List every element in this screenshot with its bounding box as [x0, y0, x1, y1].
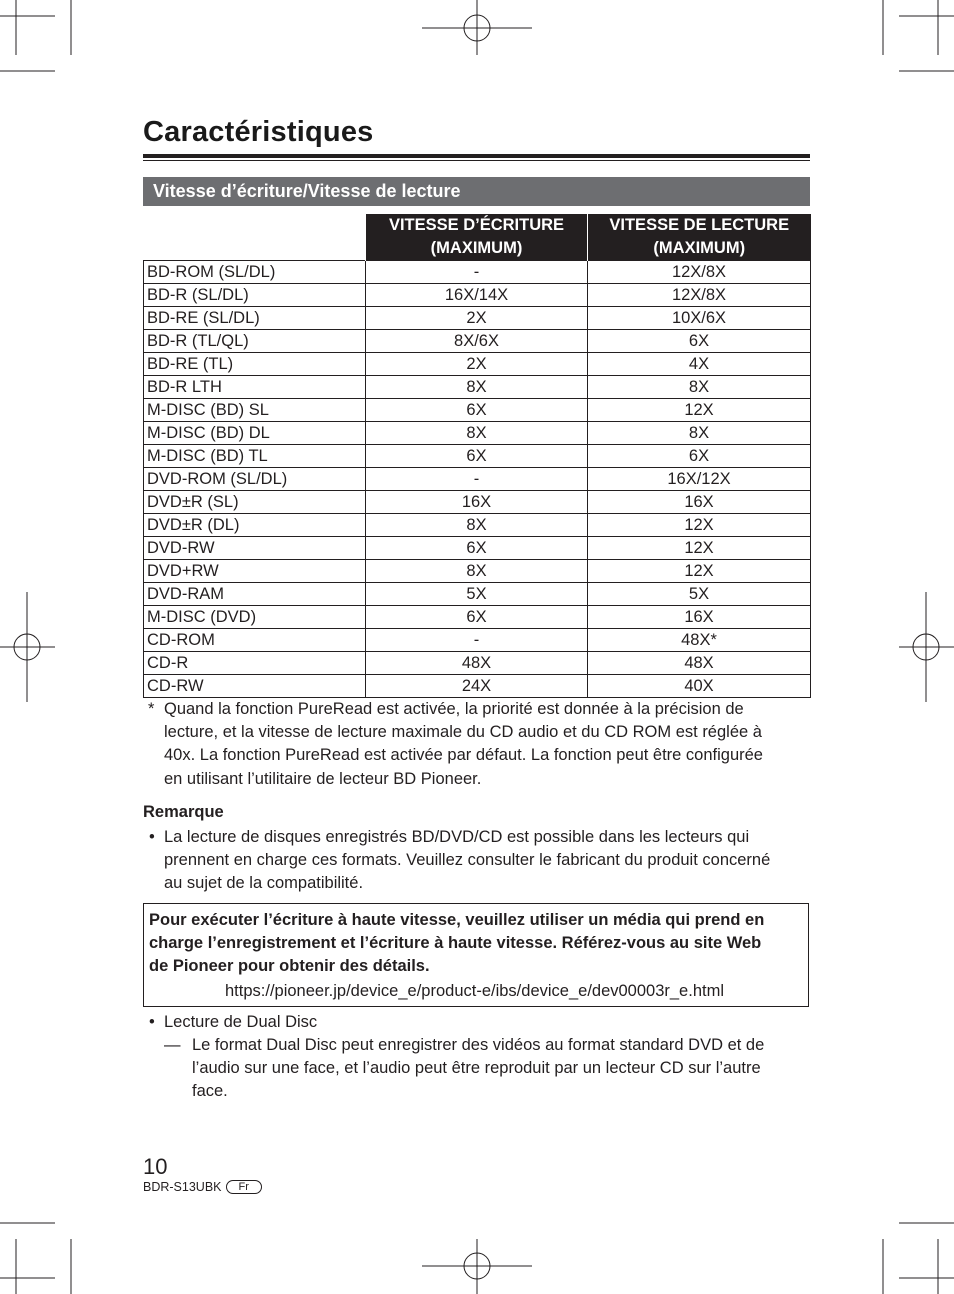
media-cell: DVD-RAM: [144, 583, 366, 606]
table-row: [144, 491, 811, 514]
notice-line: de Pioneer pour obtenir des détails.: [149, 957, 430, 976]
pioneer-url-link[interactable]: https://pioneer.jp/device_e/product-e/ibs/device_e/dev00003r_e.html: [225, 981, 724, 1000]
remark-line: prennent en charge ces formats. Veuillez consulter le fabricant du produit concerné: [164, 851, 771, 870]
media-cell: CD-R: [144, 652, 366, 675]
read-speed-cell: 5X: [588, 583, 811, 606]
page-title: Caractéristiques: [143, 116, 374, 148]
table-row: [144, 445, 811, 468]
table-row: [144, 560, 811, 583]
dual-disc-description: [164, 1034, 804, 1104]
dual-disc-line: l’audio sur une face, et l’audio peut être reproduit par un lecteur CD sur l’autre: [192, 1059, 761, 1078]
media-cell: BD-R (SL/DL): [144, 284, 366, 307]
footnote-line: lecture, et la vitesse de lecture maximale du CD audio et du CD ROM est réglée à: [164, 723, 762, 742]
table-row: [144, 330, 811, 353]
notice-line: charge l’enregistrement et l’écriture à haute vitesse. Référez-vous au site Web: [149, 934, 762, 953]
title-rule: [143, 154, 810, 158]
table-row: [144, 376, 811, 399]
header-write-line2: (MAXIMUM): [430, 239, 523, 257]
write-speed-cell: -: [366, 629, 588, 652]
table-row: [144, 468, 811, 491]
read-speed-cell: 12X: [588, 514, 811, 537]
write-speed-cell: 6X: [366, 537, 588, 560]
read-speed-cell: 16X: [588, 491, 811, 514]
write-speed-cell: 8X: [366, 514, 588, 537]
media-cell: BD-RE (TL): [144, 353, 366, 376]
dual-disc-line: face.: [192, 1082, 228, 1101]
read-speed-cell: 48X*: [588, 629, 811, 652]
dash-marker: —: [164, 1036, 181, 1054]
media-cell: BD-R LTH: [144, 376, 366, 399]
media-cell: DVD-RW: [144, 537, 366, 560]
media-cell: M-DISC (BD) SL: [144, 399, 366, 422]
read-speed-cell: 12X: [588, 537, 811, 560]
table-row: [144, 399, 811, 422]
read-speed-cell: 8X: [588, 422, 811, 445]
media-cell: DVD±R (DL): [144, 514, 366, 537]
table-header-row: [144, 214, 811, 261]
write-speed-cell: 8X: [366, 560, 588, 583]
remark-title: Remarque: [143, 803, 224, 821]
model-footer: [143, 1180, 262, 1194]
write-speed-cell: 6X: [366, 399, 588, 422]
read-speed-cell: 4X: [588, 353, 811, 376]
language-badge: Fr: [226, 1180, 262, 1194]
read-speed-cell: 6X: [588, 445, 811, 468]
media-cell: DVD-ROM (SL/DL): [144, 468, 366, 491]
write-speed-cell: 16X/14X: [366, 284, 588, 307]
read-speed-cell: 12X: [588, 399, 811, 422]
remark-bullet: [143, 826, 810, 896]
media-cell: M-DISC (DVD): [144, 606, 366, 629]
header-read-speed: [588, 214, 811, 261]
write-speed-cell: -: [366, 261, 588, 284]
media-cell: BD-RE (SL/DL): [144, 307, 366, 330]
dual-disc-line: Le format Dual Disc peut enregistrer des vidéos au format standard DVD et de: [192, 1036, 765, 1054]
write-speed-cell: -: [366, 468, 588, 491]
table-row: [144, 675, 811, 698]
footnote-line: Quand la fonction PureRead est activée, la priorité est donnée à la précision de: [164, 700, 744, 718]
table-row: [144, 422, 811, 445]
media-cell: BD-ROM (SL/DL): [144, 261, 366, 284]
section-heading: Vitesse d’écriture/Vitesse de lecture: [143, 177, 810, 206]
footnote-marker: *: [148, 700, 155, 718]
write-speed-cell: 8X: [366, 422, 588, 445]
page-number: 10: [143, 1154, 168, 1179]
footnote: [143, 698, 810, 791]
table-row: [144, 537, 811, 560]
bullet-dot: •: [149, 1013, 155, 1031]
dual-disc-bullet: [143, 1011, 810, 1034]
write-speed-cell: 16X: [366, 491, 588, 514]
title-rule-thin: [143, 160, 810, 161]
table-row: [144, 652, 811, 675]
bullet-dot: •: [149, 828, 155, 846]
header-read-line2: (MAXIMUM): [653, 239, 746, 257]
write-speed-cell: 8X/6X: [366, 330, 588, 353]
notice-box: [143, 903, 809, 1007]
table-row: [144, 307, 811, 330]
media-cell: BD-R (TL/QL): [144, 330, 366, 353]
media-cell: CD-ROM: [144, 629, 366, 652]
footnote-line: 40x. La fonction PureRead est activée par défaut. La fonction peut être configurée: [164, 746, 763, 765]
table-row: [144, 606, 811, 629]
remark-line: au sujet de la compatibilité.: [164, 874, 364, 893]
table-row: [144, 353, 811, 376]
read-speed-cell: 40X: [588, 675, 811, 698]
header-empty-cell: [144, 214, 366, 261]
header-write-speed: [366, 214, 588, 261]
read-speed-cell: 12X/8X: [588, 284, 811, 307]
notice-line: Pour exécuter l’écriture à haute vitesse, veuillez utiliser un média qui prend en: [149, 911, 765, 929]
write-speed-cell: 48X: [366, 652, 588, 675]
table-row: [144, 514, 811, 537]
header-read-line1: VITESSE DE LECTURE: [609, 216, 790, 234]
read-speed-cell: 6X: [588, 330, 811, 353]
read-speed-cell: 10X/6X: [588, 307, 811, 330]
table-row: [144, 583, 811, 606]
write-speed-cell: 2X: [366, 353, 588, 376]
read-speed-cell: 8X: [588, 376, 811, 399]
media-cell: DVD±R (SL): [144, 491, 366, 514]
write-speed-cell: 5X: [366, 583, 588, 606]
write-speed-cell: 8X: [366, 376, 588, 399]
model-name: BDR-S13UBK: [143, 1180, 222, 1194]
media-cell: DVD+RW: [144, 560, 366, 583]
read-speed-cell: 12X/8X: [588, 261, 811, 284]
table-row: [144, 284, 811, 307]
write-speed-cell: 6X: [366, 445, 588, 468]
table-row: [144, 629, 811, 652]
speed-table: [143, 214, 811, 698]
media-cell: CD-RW: [144, 675, 366, 698]
write-speed-cell: 24X: [366, 675, 588, 698]
read-speed-cell: 16X/12X: [588, 468, 811, 491]
read-speed-cell: 16X: [588, 606, 811, 629]
table-body: [144, 261, 811, 698]
dual-disc-label: Lecture de Dual Disc: [164, 1013, 318, 1031]
media-cell: M-DISC (BD) TL: [144, 445, 366, 468]
write-speed-cell: 6X: [366, 606, 588, 629]
footnote-line: en utilisant l’utilitaire de lecteur BD Pioneer.: [164, 769, 482, 788]
media-cell: M-DISC (BD) DL: [144, 422, 366, 445]
table-row: [144, 261, 811, 284]
read-speed-cell: 12X: [588, 560, 811, 583]
read-speed-cell: 48X: [588, 652, 811, 675]
remark-line: La lecture de disques enregistrés BD/DVD/CD est possible dans les lecteurs qui: [164, 828, 750, 846]
write-speed-cell: 2X: [366, 307, 588, 330]
header-write-line1: VITESSE D’ÉCRITURE: [388, 216, 565, 234]
